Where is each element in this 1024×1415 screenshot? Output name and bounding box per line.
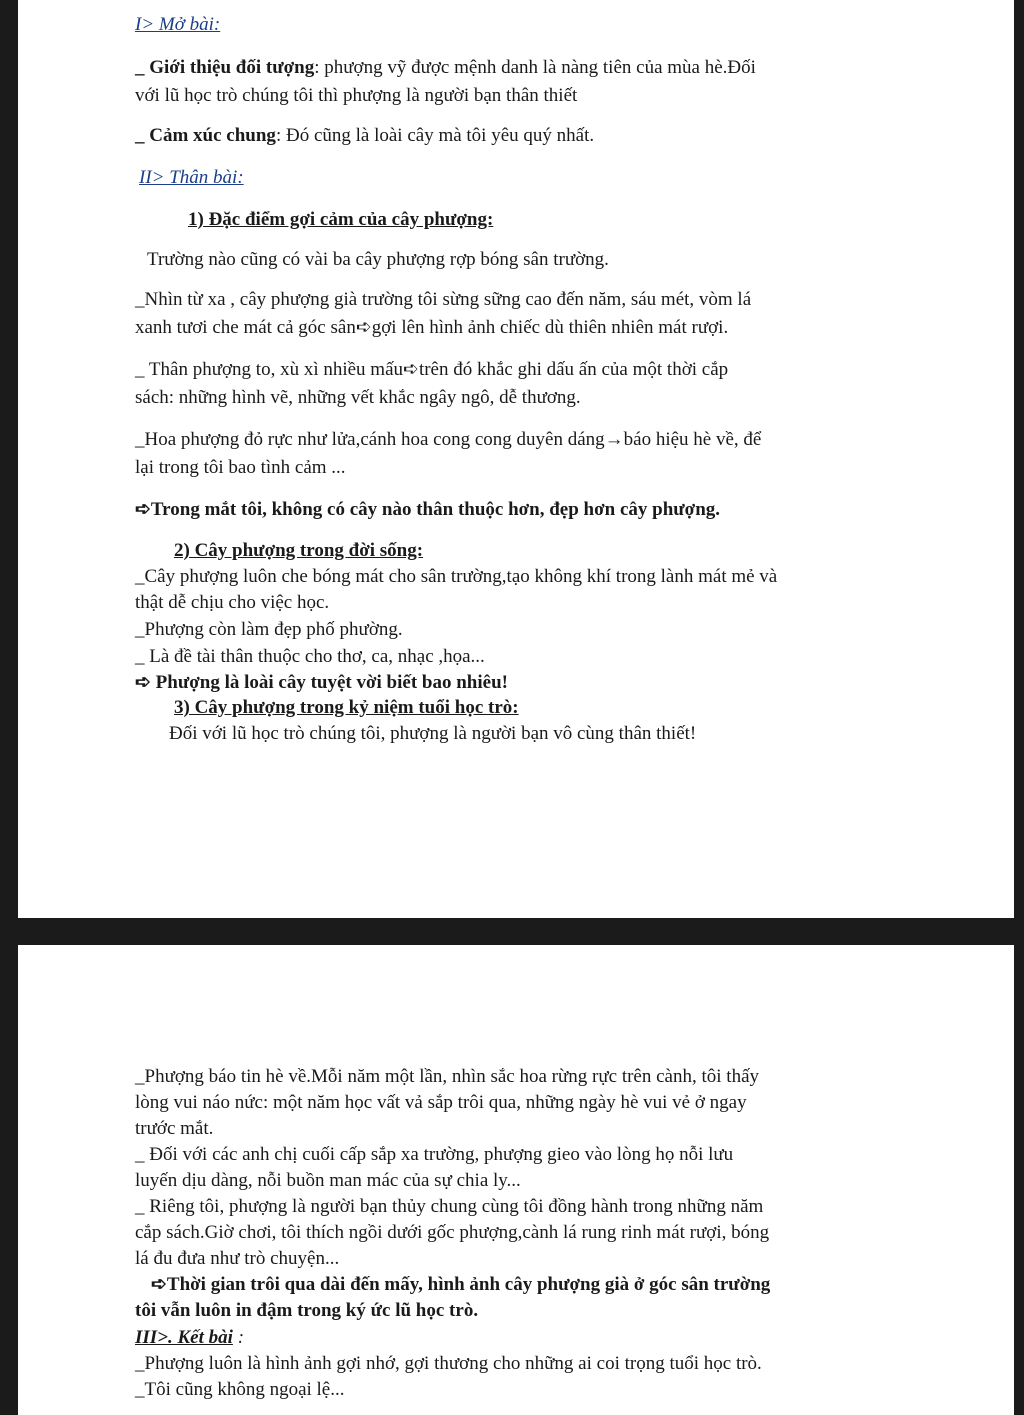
heading-ket-bai-line xyxy=(135,1326,244,1350)
paragraph-11-line-3: lá đu đưa như trò chuyện... xyxy=(135,1248,340,1269)
paragraph-5-line-1: _Cây phượng luôn che bóng mát cho sân trường,tạo không khí trong lành mát mẻ và xyxy=(135,566,778,587)
intro-line-2: với lũ học trò chúng tôi thì phượng là người bạn thân thiết xyxy=(135,85,578,106)
conclusion-3-line-1: ➪Thời gian trôi qua dài đến mấy, hình ảnh cây phượng già ở góc sân trường xyxy=(151,1274,771,1295)
subheading-ky-niem: 3) Cây phượng trong kỷ niệm tuổi học trò: xyxy=(174,697,519,718)
paragraph-9-line-1: _Phượng báo tin hè về.Mỗi năm một lần, nhìn sắc hoa rừng rực trên cành, tôi thấy xyxy=(135,1066,760,1087)
emotion-line xyxy=(135,124,594,148)
paragraph-11-line-1: _ Riêng tôi, phượng là người bạn thủy chung cùng tôi đồng hành trong những năm xyxy=(135,1196,764,1217)
paragraph-5-line-2: thật dễ chịu cho việc học. xyxy=(135,592,330,613)
intro-line-1 xyxy=(135,56,756,80)
paragraph-13: _Tôi cũng không ngoại lệ... xyxy=(135,1379,345,1400)
paragraph-12: _Phượng luôn là hình ảnh gợi nhớ, gợi thương cho những ai coi trọng tuổi học trò. xyxy=(135,1353,762,1374)
paragraph-11-line-2: cắp sách.Giờ chơi, tôi thích ngồi dưới gốc phượng,cành lá rung rinh mát rượi, bóng xyxy=(135,1222,770,1243)
emotion-label: _ Cảm xúc chung xyxy=(135,125,276,146)
paragraph-8: Đối với lũ học trò chúng tôi, phượng là người bạn vô cùng thân thiết! xyxy=(169,723,697,744)
paragraph-3-line-2: sách: những hình vẽ, những vết khắc ngây ngô, dễ thương. xyxy=(135,387,581,408)
paragraph-1: Trường nào cũng có vài ba cây phượng rợp bóng sân trường. xyxy=(147,249,609,270)
conclusion-2: ➪ Phượng là loài cây tuyệt vời biết bao nhiêu! xyxy=(135,672,508,693)
paragraph-7: _ Là đề tài thân thuộc cho thơ, ca, nhạc ,họa... xyxy=(135,646,485,667)
heading-than-bai: II> Thân bài: xyxy=(139,167,244,188)
paragraph-6: _Phượng còn làm đẹp phố phường. xyxy=(135,619,403,640)
paragraph-3-line-1: _ Thân phượng to, xù xì nhiều mấu➪trên đó khắc ghi dấu ấn của một thời cắp xyxy=(135,359,729,380)
paragraph-10-line-2: luyến dịu dàng, nỗi buồn man mác của sự chia ly... xyxy=(135,1170,521,1191)
heading-ket-bai: III>. Kết bài xyxy=(135,1327,233,1348)
conclusion-3-line-2: tôi vẫn luôn in đậm trong ký ức lũ học trò. xyxy=(135,1300,479,1321)
intro-text-1: : phượng vỹ được mệnh danh là nàng tiên của mùa hè.Đối xyxy=(314,57,756,78)
document-page-1 xyxy=(18,0,1014,918)
emotion-text: : Đó cũng là loài cây mà tôi yêu quý nhất. xyxy=(275,125,595,146)
document-page-2 xyxy=(18,945,1014,1415)
paragraph-4-line-1: _Hoa phượng đỏ rực như lửa,cánh hoa cong cong duyên dáng→báo hiệu hè về, để xyxy=(135,429,762,450)
paragraph-9-line-3: trước mắt. xyxy=(135,1118,214,1139)
conclusion-1: ➪Trong mắt tôi, không có cây nào thân thuộc hơn, đẹp hơn cây phượng. xyxy=(135,499,721,520)
heading-ket-bai-colon: : xyxy=(232,1327,245,1348)
paragraph-2-line-1: _Nhìn từ xa , cây phượng già trường tôi sừng sững cao đến năm, sáu mét, vòm lá xyxy=(135,289,752,310)
paragraph-4-line-2: lại trong tôi bao tình cảm ... xyxy=(135,457,346,478)
subheading-doi-song: 2) Cây phượng trong đời sống: xyxy=(174,540,424,561)
paragraph-9-line-2: lòng vui náo nức: một năm học vất vả sắp trôi qua, những ngày hè vui vẻ ở ngay xyxy=(135,1092,747,1113)
subheading-dac-diem: 1) Đặc điểm gợi cảm của cây phượng: xyxy=(188,209,494,230)
paragraph-2-line-2: xanh tươi che mát cả góc sân➪gợi lên hình ảnh chiếc dù thiên nhiên mát rượi. xyxy=(135,317,729,338)
paragraph-10-line-1: _ Đối với các anh chị cuối cấp sắp xa trường, phượng gieo vào lòng họ nỗi lưu xyxy=(135,1144,734,1165)
heading-mo-bai: I> Mở bài: xyxy=(135,14,221,35)
intro-label: _ Giới thiệu đối tượng xyxy=(135,57,315,78)
